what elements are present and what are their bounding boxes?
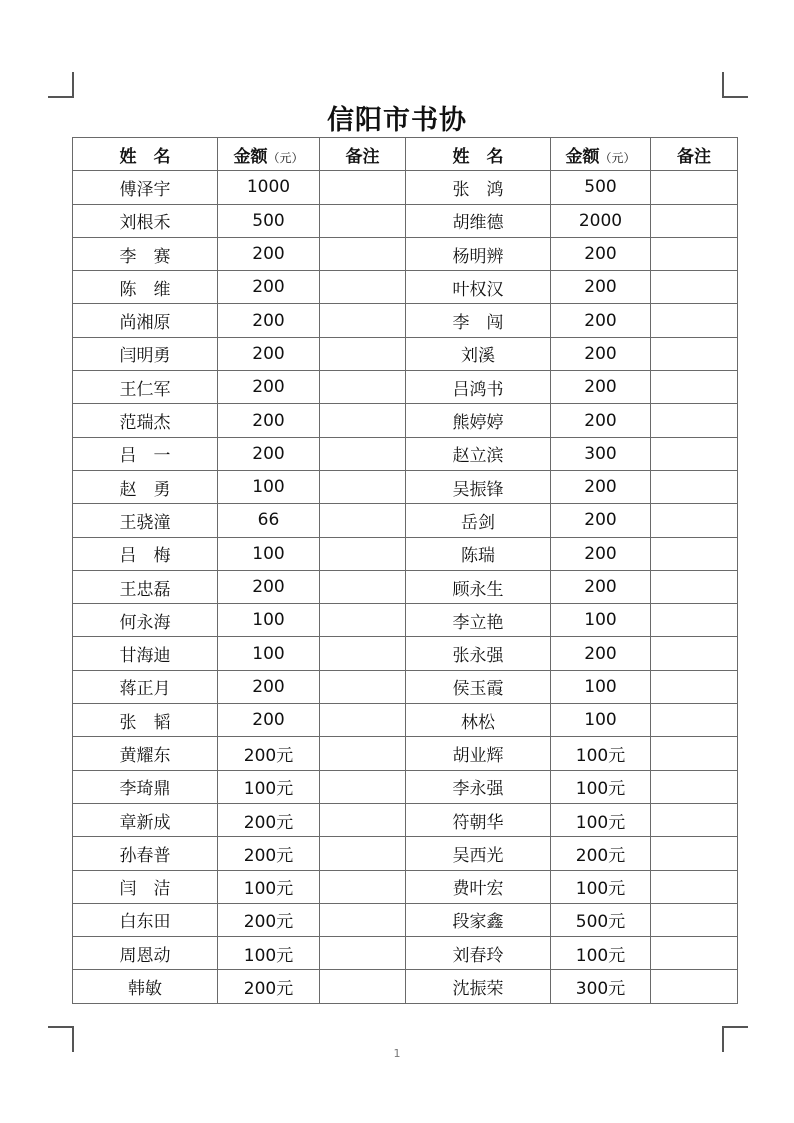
- crop-mark-top-left: [48, 72, 74, 98]
- right-amount-cell: 200: [551, 371, 651, 404]
- table-row: [73, 204, 738, 237]
- right-name-cell: 林松: [406, 704, 551, 737]
- right-note-cell: [651, 337, 738, 370]
- left-amount-cell: 200: [218, 304, 320, 337]
- right-amount-cell: 100: [551, 704, 651, 737]
- left-amount-cell: 200元: [218, 903, 320, 936]
- right-note-cell: [651, 803, 738, 836]
- left-amount-cell: 200元: [218, 737, 320, 770]
- document-title: 信阳市书协: [327, 105, 467, 136]
- table-row: [73, 737, 738, 770]
- left-name-cell: 王仁军: [73, 371, 218, 404]
- header-unit: （元）: [599, 150, 636, 165]
- header-name-left: [73, 138, 218, 171]
- right-note-cell: [651, 903, 738, 936]
- right-name-cell: 胡业辉: [406, 737, 551, 770]
- right-name-cell: 熊婷婷: [406, 404, 551, 437]
- right-note-cell: [651, 604, 738, 637]
- left-name-cell: 孙春普: [73, 837, 218, 870]
- right-amount-cell: 200: [551, 337, 651, 370]
- right-amount-cell: 100元: [551, 770, 651, 803]
- left-name-cell: 尚湘原: [73, 304, 218, 337]
- table-row: [73, 604, 738, 637]
- left-name-cell: 李琦鼎: [73, 770, 218, 803]
- left-name-cell: 张 韬: [73, 704, 218, 737]
- right-name-cell: 顾永生: [406, 570, 551, 603]
- right-note-cell: [651, 237, 738, 270]
- left-name-cell: 章新成: [73, 803, 218, 836]
- table-row: [73, 803, 738, 836]
- left-name-cell: 白东田: [73, 903, 218, 936]
- right-note-cell: [651, 504, 738, 537]
- header-label: 备注: [677, 146, 711, 167]
- left-amount-cell: 200: [218, 437, 320, 470]
- right-note-cell: [651, 470, 738, 503]
- right-note-cell: [651, 437, 738, 470]
- right-amount-cell: 100元: [551, 803, 651, 836]
- left-amount-cell: 66: [218, 504, 320, 537]
- right-amount-cell: 200: [551, 637, 651, 670]
- right-note-cell: [651, 670, 738, 703]
- left-note-cell: [320, 837, 406, 870]
- left-name-cell: 闫 洁: [73, 870, 218, 903]
- left-amount-cell: 100: [218, 537, 320, 570]
- right-name-cell: 李立艳: [406, 604, 551, 637]
- right-amount-cell: 200: [551, 504, 651, 537]
- page-number: 1: [393, 1047, 401, 1060]
- left-name-cell: 吕 梅: [73, 537, 218, 570]
- table-row: [73, 903, 738, 936]
- left-note-cell: [320, 637, 406, 670]
- left-name-cell: 何永海: [73, 604, 218, 637]
- left-note-cell: [320, 903, 406, 936]
- left-amount-cell: 100: [218, 604, 320, 637]
- right-note-cell: [651, 837, 738, 870]
- table-row: [73, 570, 738, 603]
- left-name-cell: 闫明勇: [73, 337, 218, 370]
- left-amount-cell: 100元: [218, 870, 320, 903]
- right-amount-cell: 200: [551, 537, 651, 570]
- left-note-cell: [320, 204, 406, 237]
- left-name-cell: 甘海迪: [73, 637, 218, 670]
- table-row: [73, 637, 738, 670]
- right-note-cell: [651, 737, 738, 770]
- donation-table: [72, 137, 738, 1004]
- right-amount-cell: 100元: [551, 937, 651, 970]
- left-amount-cell: 200: [218, 371, 320, 404]
- right-name-cell: 李 闯: [406, 304, 551, 337]
- table-row: [73, 437, 738, 470]
- left-note-cell: [320, 171, 406, 204]
- right-amount-cell: 300: [551, 437, 651, 470]
- right-name-cell: 岳剑: [406, 504, 551, 537]
- right-amount-cell: 200: [551, 304, 651, 337]
- left-name-cell: 刘根禾: [73, 204, 218, 237]
- left-amount-cell: 100元: [218, 937, 320, 970]
- left-amount-cell: 200: [218, 337, 320, 370]
- right-name-cell: 李永强: [406, 770, 551, 803]
- left-name-cell: 赵 勇: [73, 470, 218, 503]
- right-amount-cell: 300元: [551, 970, 651, 1003]
- header-unit: （元）: [267, 150, 304, 165]
- table-row: [73, 670, 738, 703]
- left-note-cell: [320, 470, 406, 503]
- header-label: 备注: [345, 146, 380, 167]
- left-note-cell: [320, 803, 406, 836]
- right-name-cell: 吴西光: [406, 837, 551, 870]
- table-row: [73, 504, 738, 537]
- header-label: 金额: [565, 146, 600, 167]
- header-note-left: [320, 138, 406, 171]
- left-amount-cell: 100: [218, 637, 320, 670]
- left-note-cell: [320, 504, 406, 537]
- table-row: [73, 970, 738, 1003]
- right-note-cell: [651, 271, 738, 304]
- left-amount-cell: 100: [218, 470, 320, 503]
- right-note-cell: [651, 870, 738, 903]
- right-name-cell: 胡维德: [406, 204, 551, 237]
- right-amount-cell: 200: [551, 470, 651, 503]
- right-name-cell: 吴振锋: [406, 470, 551, 503]
- right-amount-cell: 200: [551, 237, 651, 270]
- right-note-cell: [651, 937, 738, 970]
- left-name-cell: 蒋正月: [73, 670, 218, 703]
- right-name-cell: 沈振荣: [406, 970, 551, 1003]
- right-amount-cell: 200: [551, 404, 651, 437]
- table-row: [73, 937, 738, 970]
- right-name-cell: 吕鸿书: [406, 371, 551, 404]
- right-name-cell: 侯玉霞: [406, 670, 551, 703]
- right-name-cell: 刘春玲: [406, 937, 551, 970]
- table-row: [73, 837, 738, 870]
- left-name-cell: 吕 一: [73, 437, 218, 470]
- left-note-cell: [320, 870, 406, 903]
- left-amount-cell: 200: [218, 404, 320, 437]
- left-amount-cell: 1000: [218, 171, 320, 204]
- left-name-cell: 黄耀东: [73, 737, 218, 770]
- left-note-cell: [320, 304, 406, 337]
- table-header-row: [73, 138, 738, 171]
- right-amount-cell: 2000: [551, 204, 651, 237]
- left-note-cell: [320, 237, 406, 270]
- header-amount-left: [218, 138, 320, 171]
- header-label: 姓 名: [452, 146, 504, 167]
- left-amount-cell: 200元: [218, 803, 320, 836]
- table-body: [73, 171, 738, 1003]
- table-row: [73, 237, 738, 270]
- left-amount-cell: 500: [218, 204, 320, 237]
- right-amount-cell: 100元: [551, 737, 651, 770]
- left-name-cell: 韩敏: [73, 970, 218, 1003]
- right-amount-cell: 100: [551, 670, 651, 703]
- right-name-cell: 叶权汉: [406, 271, 551, 304]
- right-note-cell: [651, 637, 738, 670]
- left-amount-cell: 200: [218, 237, 320, 270]
- table-row: [73, 470, 738, 503]
- left-note-cell: [320, 404, 406, 437]
- left-amount-cell: 200元: [218, 837, 320, 870]
- header-note-right: [651, 138, 738, 171]
- left-note-cell: [320, 271, 406, 304]
- table-row: [73, 271, 738, 304]
- left-note-cell: [320, 570, 406, 603]
- left-amount-cell: 100元: [218, 770, 320, 803]
- left-amount-cell: 200元: [218, 970, 320, 1003]
- right-note-cell: [651, 537, 738, 570]
- right-name-cell: 符朝华: [406, 803, 551, 836]
- table-row: [73, 404, 738, 437]
- right-note-cell: [651, 304, 738, 337]
- header-label: 金额: [233, 146, 268, 167]
- crop-mark-top-right: [722, 72, 748, 98]
- table-row: [73, 704, 738, 737]
- left-note-cell: [320, 337, 406, 370]
- right-name-cell: 费叶宏: [406, 870, 551, 903]
- right-note-cell: [651, 204, 738, 237]
- header-name-right: [406, 138, 551, 171]
- right-amount-cell: 100: [551, 604, 651, 637]
- right-amount-cell: 200: [551, 271, 651, 304]
- table-row: [73, 171, 738, 204]
- left-name-cell: 傅泽宇: [73, 171, 218, 204]
- left-note-cell: [320, 371, 406, 404]
- table-row: [73, 537, 738, 570]
- left-name-cell: 陈 维: [73, 271, 218, 304]
- left-amount-cell: 200: [218, 570, 320, 603]
- table-row: [73, 371, 738, 404]
- left-name-cell: 李 赛: [73, 237, 218, 270]
- right-note-cell: [651, 770, 738, 803]
- right-name-cell: 段家鑫: [406, 903, 551, 936]
- right-name-cell: 赵立滨: [406, 437, 551, 470]
- right-name-cell: 杨明辨: [406, 237, 551, 270]
- left-note-cell: [320, 937, 406, 970]
- right-amount-cell: 500: [551, 171, 651, 204]
- right-note-cell: [651, 570, 738, 603]
- left-note-cell: [320, 670, 406, 703]
- right-name-cell: 陈瑞: [406, 537, 551, 570]
- right-note-cell: [651, 171, 738, 204]
- left-note-cell: [320, 737, 406, 770]
- right-note-cell: [651, 970, 738, 1003]
- table-row: [73, 337, 738, 370]
- right-amount-cell: 500元: [551, 903, 651, 936]
- left-amount-cell: 200: [218, 670, 320, 703]
- left-name-cell: 王骁潼: [73, 504, 218, 537]
- left-note-cell: [320, 704, 406, 737]
- header-label: 姓 名: [119, 146, 171, 167]
- left-note-cell: [320, 604, 406, 637]
- left-name-cell: 范瑞杰: [73, 404, 218, 437]
- left-note-cell: [320, 537, 406, 570]
- table-row: [73, 870, 738, 903]
- table-row: [73, 770, 738, 803]
- right-amount-cell: 200: [551, 570, 651, 603]
- right-amount-cell: 200元: [551, 837, 651, 870]
- left-note-cell: [320, 970, 406, 1003]
- header-amount-right: [551, 138, 651, 171]
- left-amount-cell: 200: [218, 271, 320, 304]
- table-row: [73, 304, 738, 337]
- left-note-cell: [320, 437, 406, 470]
- right-note-cell: [651, 704, 738, 737]
- right-note-cell: [651, 371, 738, 404]
- right-amount-cell: 100元: [551, 870, 651, 903]
- right-note-cell: [651, 404, 738, 437]
- right-name-cell: 张永强: [406, 637, 551, 670]
- left-name-cell: 周恩动: [73, 937, 218, 970]
- right-name-cell: 张 鸿: [406, 171, 551, 204]
- left-amount-cell: 200: [218, 704, 320, 737]
- left-name-cell: 王忠磊: [73, 570, 218, 603]
- left-note-cell: [320, 770, 406, 803]
- right-name-cell: 刘溪: [406, 337, 551, 370]
